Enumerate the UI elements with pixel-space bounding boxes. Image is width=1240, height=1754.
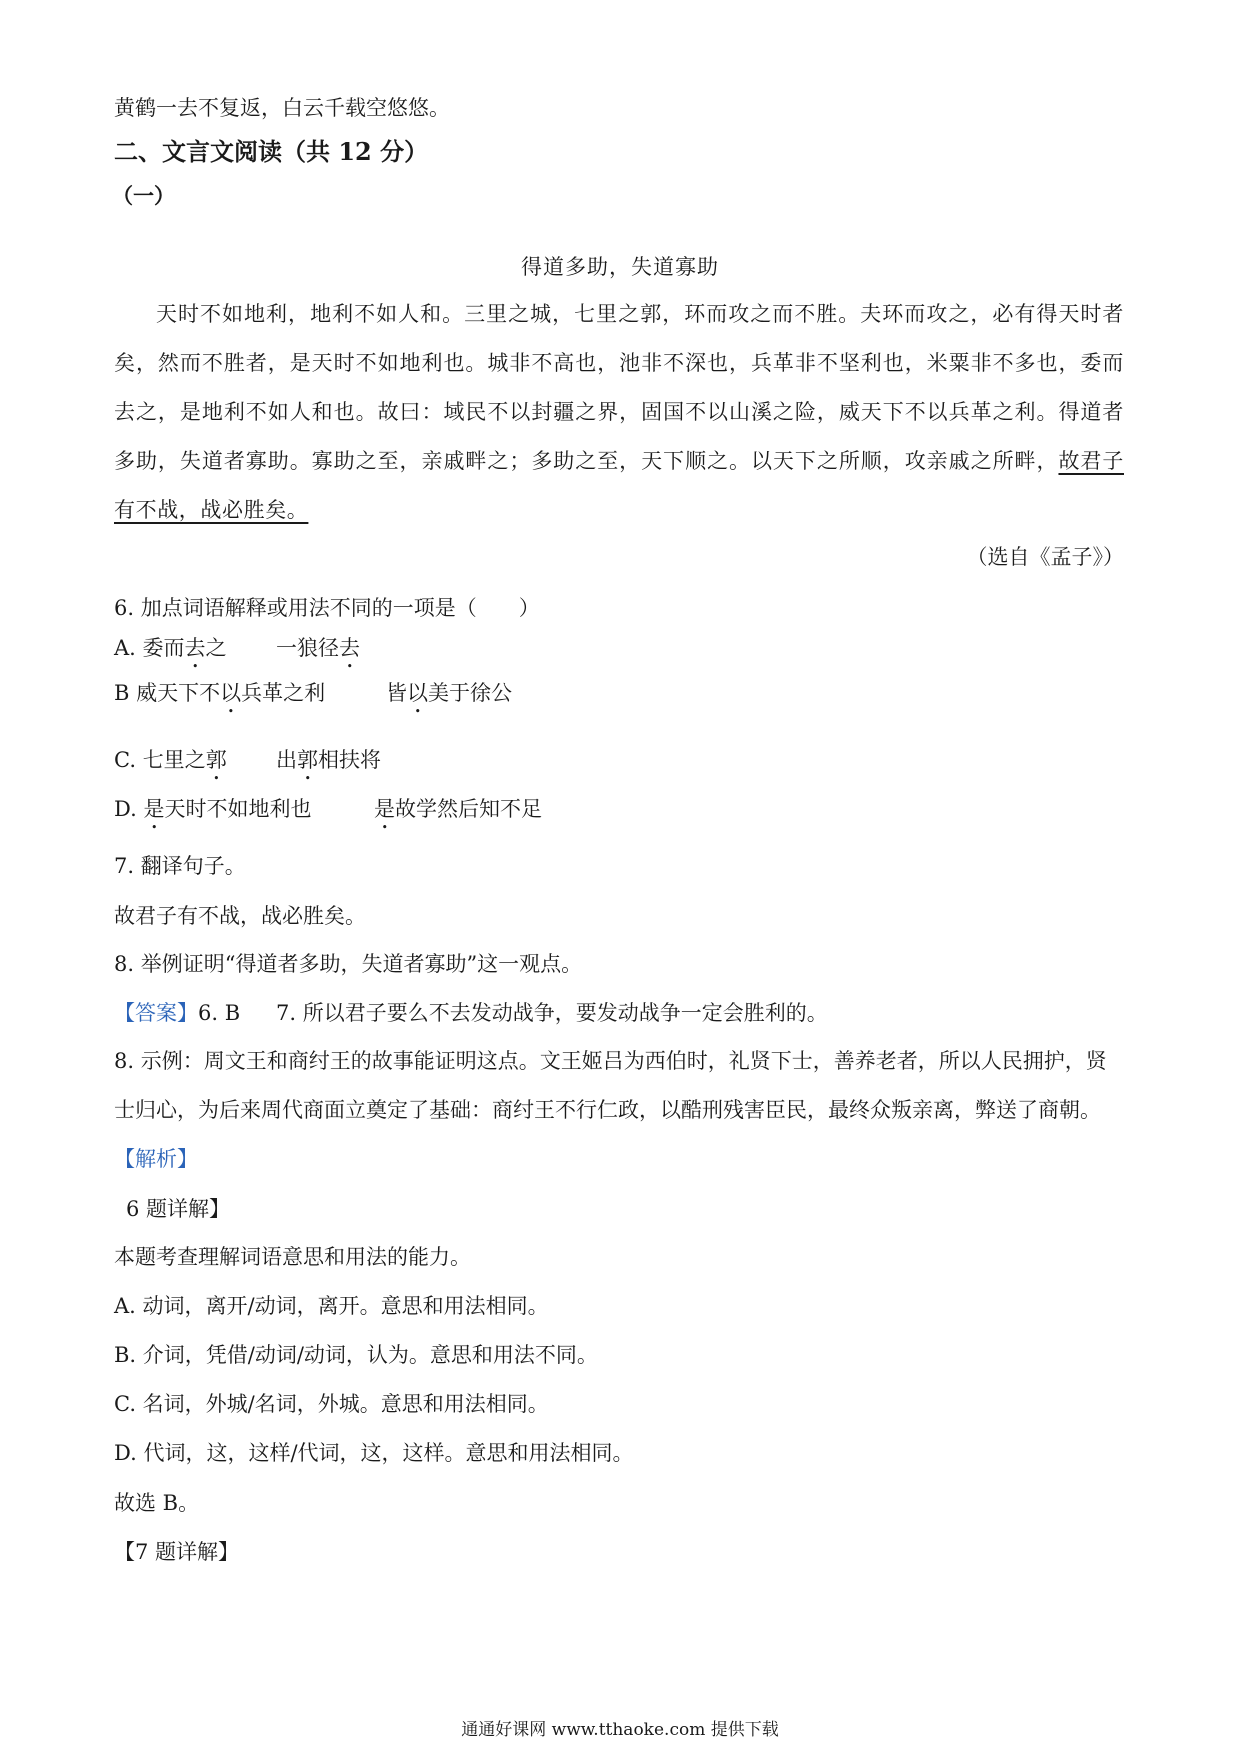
option-left-phrase: 七里之郭 — [142, 748, 227, 772]
answer-7: 7. 所以君子要么不去发动战争，要发动战争一定会胜利的。 — [276, 1001, 828, 1025]
analysis-option-c: C. 名词，外城/名词，外城。意思和用法相同。 — [114, 1392, 549, 1416]
passage-source: （选自《孟子》） — [966, 545, 1124, 569]
answer-tag: 【答案】 — [114, 1001, 198, 1025]
passage-title: 得道多助，失道寡助 — [521, 255, 719, 279]
analysis-option-a: A. 动词，离开/动词，离开。意思和用法相同。 — [114, 1294, 549, 1318]
q6-option-c-right: 出郭相扶将 — [276, 748, 381, 772]
dotted-char: 是 — [143, 797, 165, 821]
option-left-phrase: 委而去之 — [142, 636, 227, 660]
analysis-conclusion: 故选 B。 — [114, 1491, 200, 1515]
answer-8-line-2: 士归心，为后来周代商面立奠定了基础：商纣王不行仁政，以酷刑残害臣民，最终众叛亲离，弊送了商朝。 — [114, 1098, 1101, 1122]
q6-option-a-right: 一狼径去 — [276, 636, 360, 660]
question-7-sentence: 故君子有不战，战必胜矣。 — [114, 904, 366, 928]
option-label: C. — [114, 748, 136, 772]
question-6-stem: 6. 加点词语解释或用法不同的一项是（ ） — [114, 596, 540, 620]
dotted-char: 郭 — [205, 748, 227, 772]
section-title: 二、文言文阅读（共 12 分） — [114, 137, 429, 166]
analysis-intro: 本题考查理解词语意思和用法的能力。 — [114, 1245, 471, 1269]
dotted-char: 以 — [220, 681, 242, 705]
passage-text: 天时不如地利，地利不如人和。三里之城，七里之郭，环而攻之而不胜。夫环而攻之，必有得天时者矣，然而不胜者，是天时不如地利也。城非不高也，池非不深也，兵革非不坚利也，米粟非不多也，委而去之，是地利不如人和也。故曰：域民不以封疆之界，固国不以山溪之险，威天下不以兵革之利。得道者多助，失道者寡助。寡助之至，亲戚畔之；多助之至，天下顺之。以天下之所顺，攻亲戚之所畔， — [114, 302, 1124, 473]
q6-option-d — [114, 794, 311, 834]
q6-option-b — [114, 678, 325, 718]
dotted-char: 去 — [184, 636, 206, 660]
analysis-q6-heading: 6 题详解】 — [126, 1197, 231, 1221]
q6-option-b-right: 皆以美于徐公 — [386, 681, 512, 705]
analysis-option-d: D. 代词，这，这样/代词，这，这样。意思和用法相同。 — [114, 1441, 634, 1465]
answer-6: 6. B — [198, 1001, 241, 1025]
q6-option-c — [114, 745, 227, 785]
answer-line — [114, 998, 240, 1028]
subsection-label: （一） — [112, 183, 175, 208]
dotted-char: 去 — [339, 636, 360, 660]
page-footer: 通通好课网 www.tthaoke.com 提供下载 — [461, 1720, 779, 1740]
option-label: A. — [114, 636, 136, 660]
analysis-option-b: B. 介词，凭借/动词/动词，认为。意思和用法不同。 — [114, 1343, 598, 1367]
q6-option-a — [114, 633, 227, 673]
passage-body — [114, 290, 1124, 535]
option-left-phrase: 是天时不如地利也 — [143, 797, 312, 821]
analysis-tag: 【解析】 — [114, 1147, 198, 1171]
option-label: B — [114, 681, 130, 705]
q6-option-d-right: 是故学然后知不足 — [374, 797, 542, 821]
dotted-char: 以 — [407, 681, 428, 705]
poem-line: 黄鹤一去不复返，白云千载空悠悠。 — [114, 96, 450, 120]
question-7-stem: 7. 翻译句子。 — [114, 854, 246, 878]
option-left-phrase: 威天下不以兵革之利 — [136, 681, 326, 705]
option-label: D. — [114, 797, 137, 821]
question-8-stem: 8. 举例证明“得道者多助，失道者寡助”这一观点。 — [114, 952, 583, 976]
dotted-char: 是 — [374, 797, 395, 821]
answer-8-line-1: 8. 示例：周文王和商纣王的故事能证明这点。文王姬吕为西伯时，礼贤下士，善养老者，所以人民拥护，贤 — [114, 1049, 1107, 1073]
dotted-char: 郭 — [297, 748, 318, 772]
analysis-q7-heading: 【7 题详解】 — [114, 1540, 240, 1564]
passage-underlined-sentence: 故君子有不战，战必胜矣。 — [114, 449, 1124, 522]
